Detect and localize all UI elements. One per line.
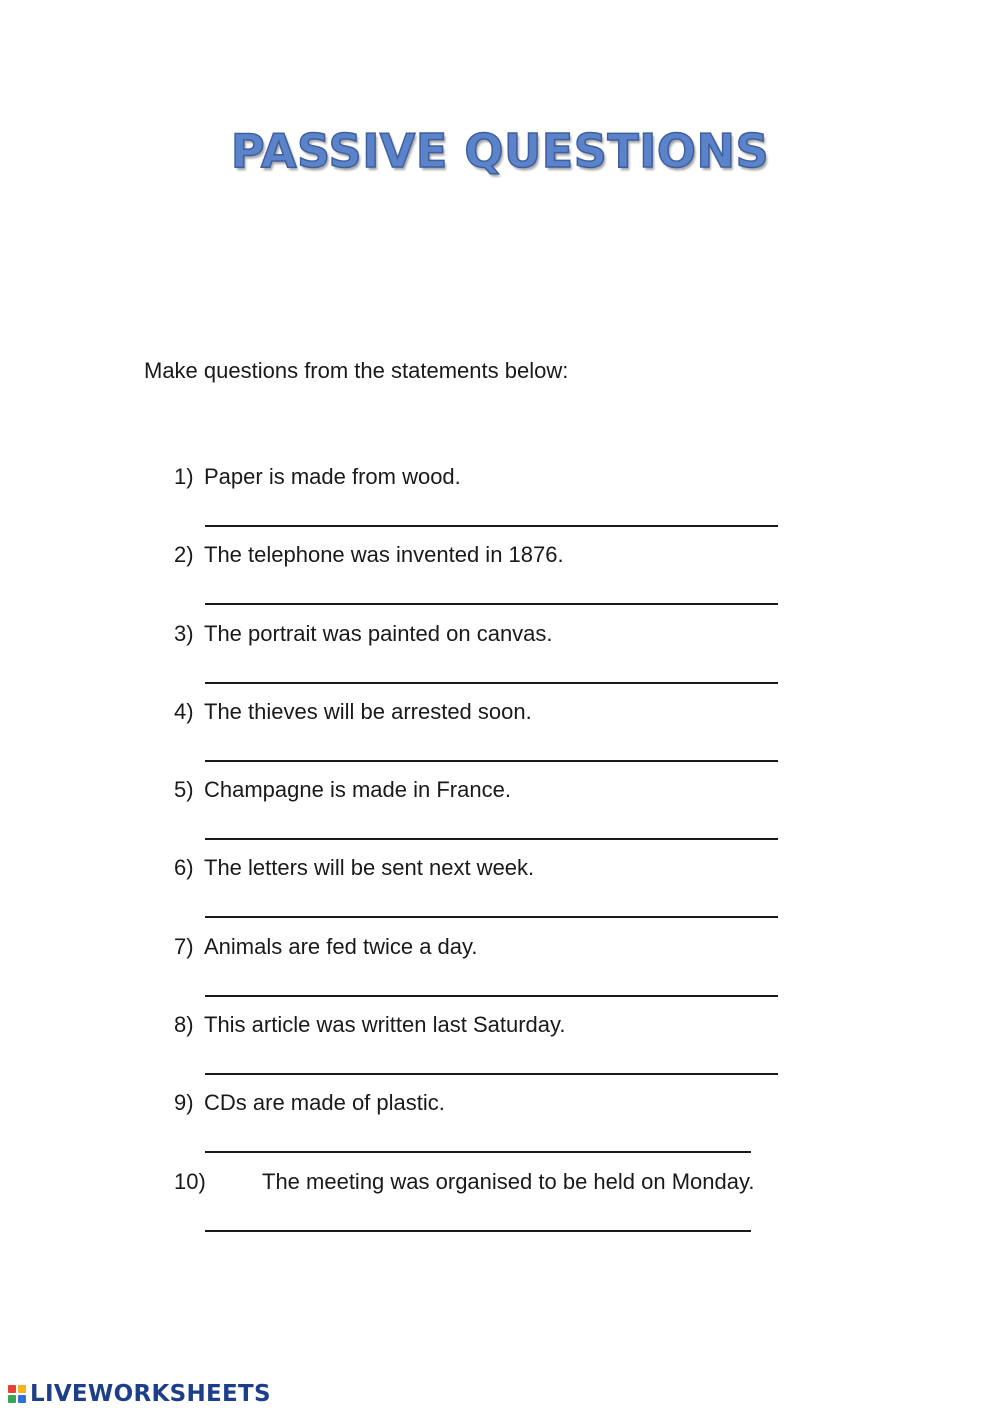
answer-line[interactable] — [205, 603, 778, 605]
logo-square — [18, 1385, 26, 1393]
item-number: 3) — [174, 620, 194, 646]
answer-line[interactable] — [205, 1073, 778, 1075]
logo-square — [8, 1395, 16, 1403]
item-statement: The portrait was painted on canvas. — [204, 620, 553, 646]
item-number: 9) — [174, 1090, 194, 1116]
footer-branding — [8, 1381, 271, 1407]
logo-square — [18, 1395, 26, 1403]
exercise-item-5 — [0, 773, 1000, 851]
item-number: 1) — [174, 464, 194, 489]
item-number: 6) — [174, 855, 194, 881]
exercise-item-4 — [0, 695, 1000, 773]
answer-line[interactable] — [205, 838, 778, 840]
item-statement: Paper is made from wood. — [204, 464, 461, 489]
exercise-item-6 — [0, 851, 1000, 929]
item-number: 8) — [174, 1012, 194, 1038]
item-number: 4) — [174, 698, 194, 724]
liveworksheets-logo-icon — [8, 1385, 26, 1403]
item-statement: The letters will be sent next week. — [204, 855, 535, 881]
item-statement: This article was written last Saturday. — [204, 1012, 566, 1038]
exercise-item-10 — [0, 1165, 1000, 1243]
item-number: 7) — [174, 933, 194, 959]
answer-line[interactable] — [205, 995, 778, 997]
exercise-item-8 — [0, 1008, 1000, 1086]
page-title: PASSIVE QUESTIONS — [230, 124, 770, 178]
item-statement: Animals are fed twice a day. — [204, 933, 478, 959]
item-number: 5) — [174, 777, 194, 803]
item-statement: The telephone was invented in 1876. — [204, 542, 564, 568]
answer-line[interactable] — [205, 916, 778, 918]
item-number: 2) — [174, 542, 194, 568]
answer-line[interactable] — [205, 525, 778, 527]
exercise-item-2 — [0, 538, 1000, 616]
answer-line[interactable] — [205, 1151, 751, 1153]
exercise-item-7 — [0, 930, 1000, 1008]
logo-text: LIVEWORKSHEETS — [30, 1381, 271, 1407]
exercise-item-1 — [0, 460, 1000, 538]
item-statement: CDs are made of plastic. — [204, 1090, 445, 1116]
exercise-list — [0, 460, 1000, 1243]
exercise-item-3 — [0, 617, 1000, 695]
instruction-text: Make questions from the statements below: — [144, 358, 569, 383]
item-number: 10) — [174, 1168, 206, 1194]
item-statement: The meeting was organised to be held on Monday. — [262, 1168, 755, 1194]
exercise-item-9 — [0, 1086, 1000, 1164]
item-statement: The thieves will be arrested soon. — [204, 698, 532, 724]
answer-line[interactable] — [205, 1230, 751, 1232]
answer-line[interactable] — [205, 682, 778, 684]
item-statement: Champagne is made in France. — [204, 777, 511, 803]
answer-line[interactable] — [205, 760, 778, 762]
logo-square — [8, 1385, 16, 1393]
